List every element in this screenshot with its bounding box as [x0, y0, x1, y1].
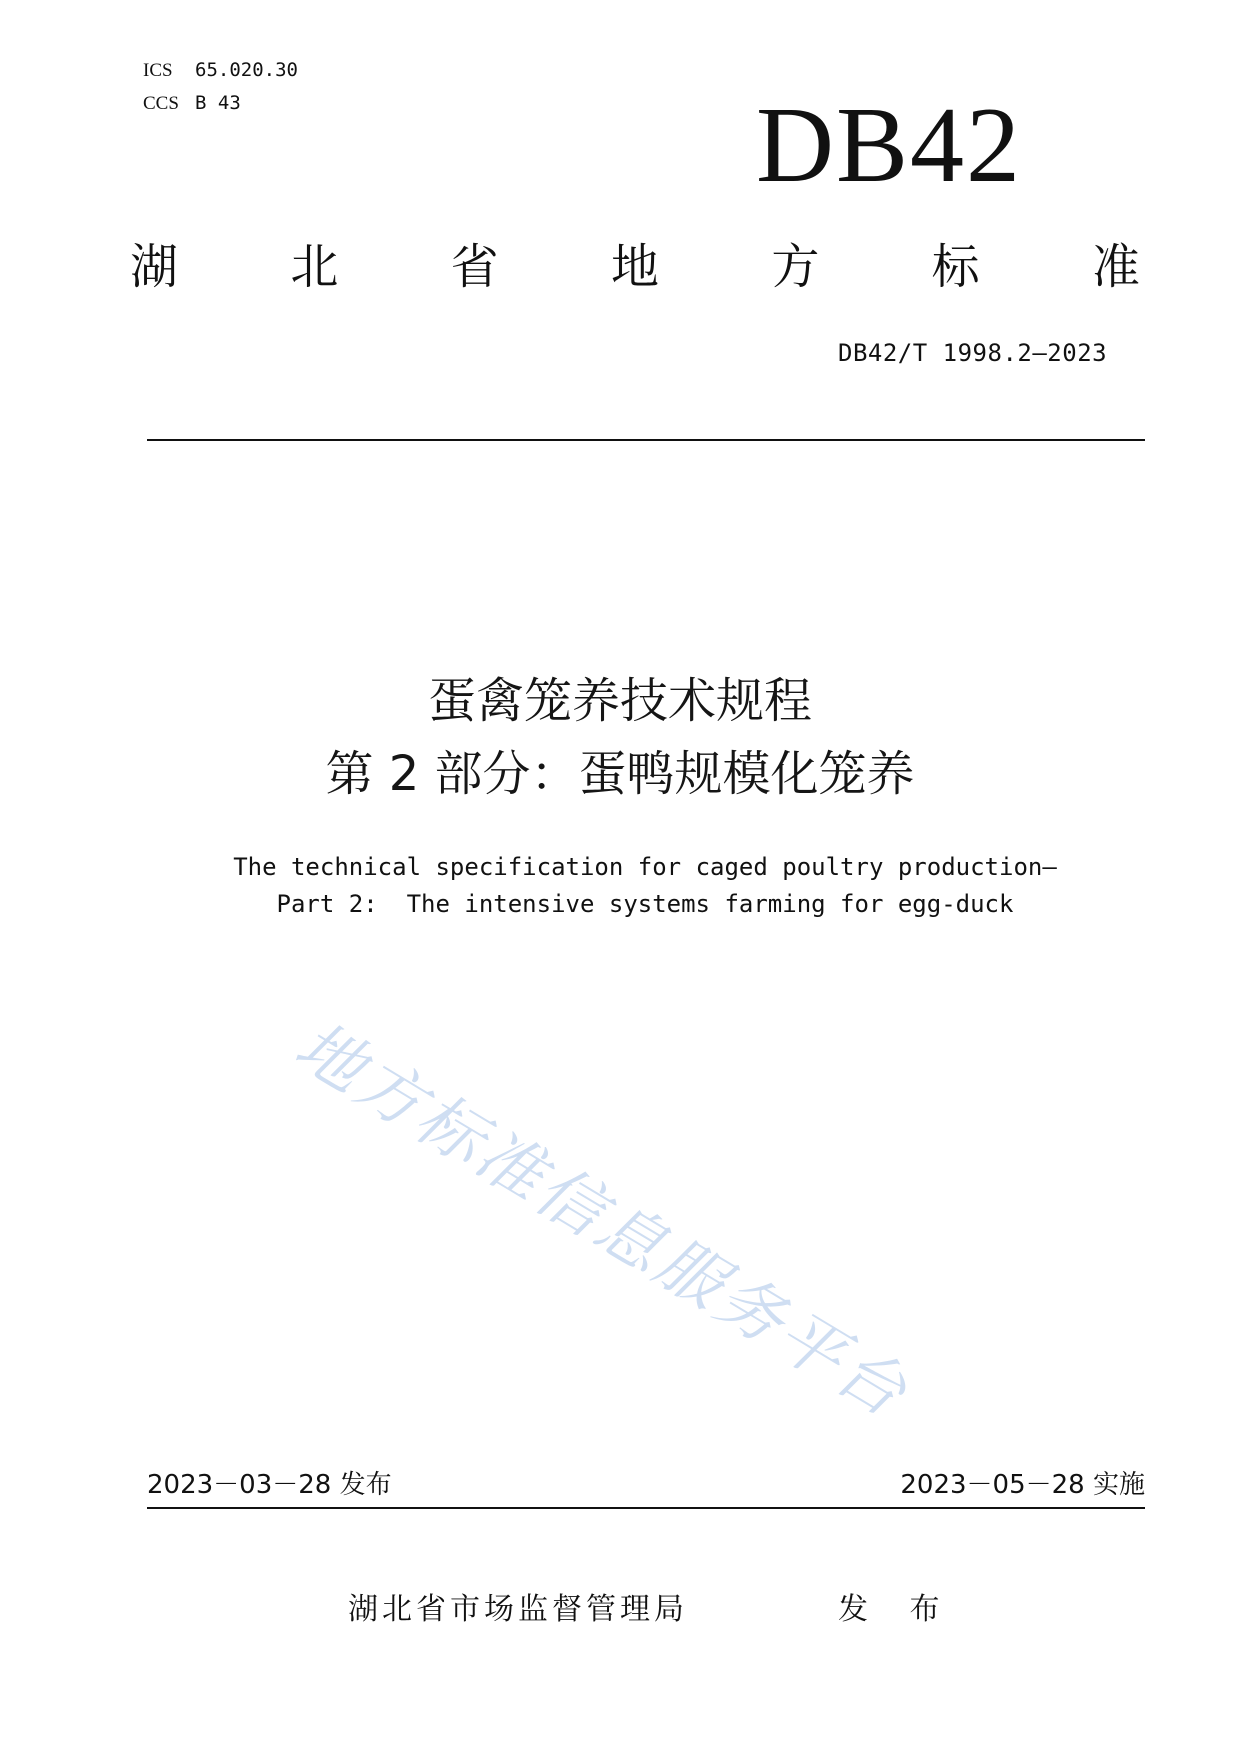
- standard-type-char: 湖: [130, 239, 179, 295]
- standard-type-char: 地: [610, 239, 659, 295]
- standard-type-char: 北: [290, 239, 339, 295]
- footer-divider: [147, 1507, 1145, 1509]
- document-subtitle-cn: 第 2 部分：蛋鸭规模化笼养: [325, 746, 915, 802]
- standard-type-title: [130, 237, 1140, 297]
- document-subtitle-en: Part 2: The intensive systems farming for egg-duck: [276, 890, 1014, 918]
- implement-date: 2023－05－28 实施: [900, 1470, 1145, 1500]
- issuing-authority: 湖北省市场监督管理局: [348, 1592, 688, 1627]
- publish-date: 2023－03－28 发布: [147, 1470, 392, 1500]
- standard-code: DB42/T 1998.2—2023: [838, 339, 1108, 367]
- standard-type-char: 省: [450, 239, 499, 295]
- standard-type-char: 准: [1091, 239, 1140, 295]
- standard-type-char: 方: [771, 239, 820, 295]
- ccs-line: [143, 91, 241, 116]
- db-standard-mark: DB42: [756, 86, 1023, 205]
- issue-label: 发 布: [838, 1592, 956, 1627]
- standard-type-char: 标: [931, 239, 980, 295]
- ccs-label: CCS: [143, 93, 179, 114]
- watermark: 地方标准信息服务平台: [282, 1006, 923, 1434]
- header-divider: [147, 439, 1145, 441]
- ccs-value: B 43: [195, 92, 241, 114]
- document-title-en: The technical specification for caged poultry production—: [233, 853, 1057, 881]
- ics-line: [143, 58, 298, 83]
- document-title-cn: 蛋禽笼养技术规程: [427, 673, 812, 729]
- ics-label: ICS: [143, 60, 173, 81]
- ics-value: 65.020.30: [195, 59, 298, 81]
